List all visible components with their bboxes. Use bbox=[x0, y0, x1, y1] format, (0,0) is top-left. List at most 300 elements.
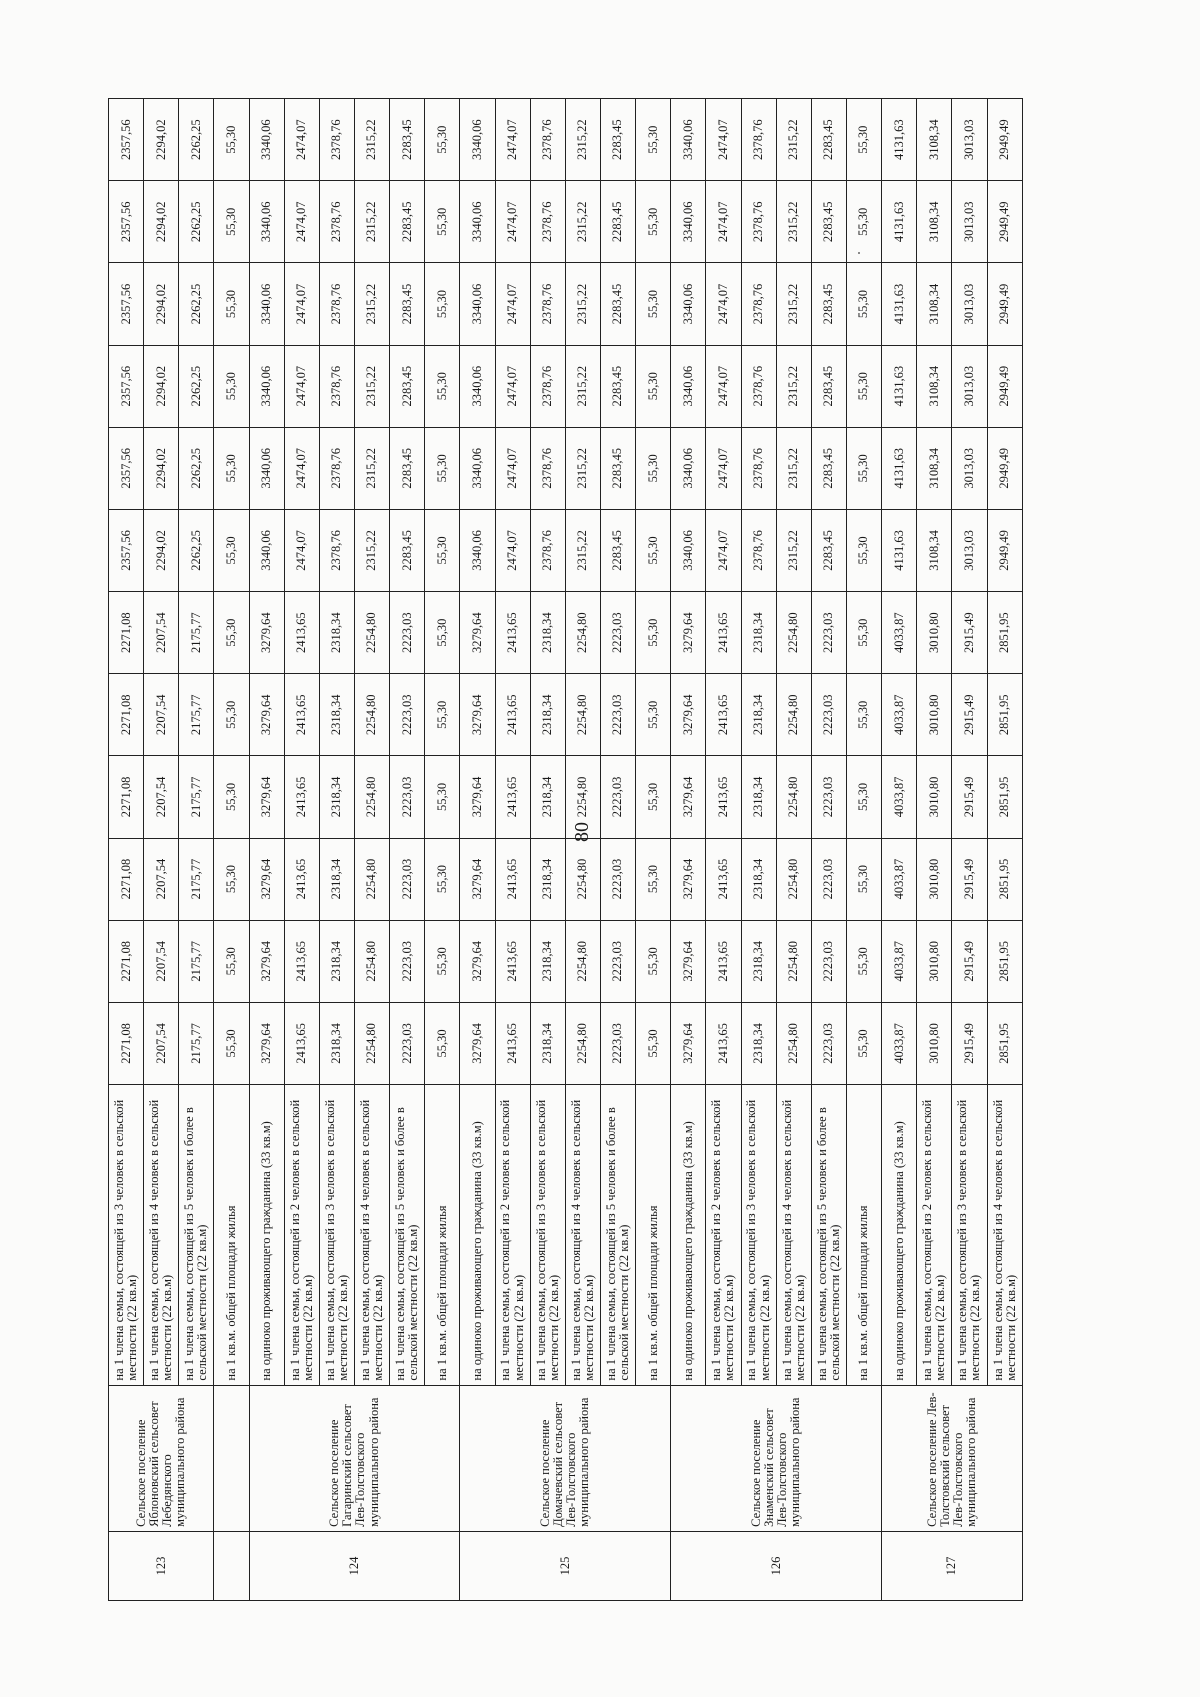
value-cell: 2474,07 bbox=[495, 263, 530, 345]
tariff-table bbox=[108, 98, 1023, 1601]
value-cell: 3340,06 bbox=[460, 345, 495, 427]
value-cell: 3279,64 bbox=[671, 920, 706, 1002]
table-row bbox=[109, 99, 144, 1601]
settlement-name-cell: Сельское поселение Яблоновский сельсовет Лебедянского муниципального района bbox=[109, 1385, 214, 1531]
value-cell: 2474,07 bbox=[495, 509, 530, 591]
value-cell: 2949,49 bbox=[987, 181, 1022, 263]
table-row bbox=[636, 99, 671, 1601]
value-cell: 2474,07 bbox=[706, 345, 741, 427]
value-cell: 2175,77 bbox=[179, 674, 214, 756]
value-cell: 2378,76 bbox=[741, 427, 776, 509]
value-cell: 2474,07 bbox=[706, 181, 741, 263]
value-cell: 2851,95 bbox=[987, 674, 1022, 756]
value-cell: 2315,22 bbox=[565, 263, 600, 345]
value-cell: 2254,80 bbox=[565, 592, 600, 674]
norm-description-cell: на 1 члена семьи, состоящей из 3 человек в сельской местности (22 кв.м) bbox=[741, 1085, 776, 1386]
value-cell: 2949,49 bbox=[987, 345, 1022, 427]
value-cell: 2378,76 bbox=[319, 509, 354, 591]
value-cell: 3010,80 bbox=[917, 1002, 952, 1084]
norm-description-cell: на 1 члена семьи, состоящей из 5 человек и более в сельской местности (22 кв.м) bbox=[811, 1085, 846, 1386]
value-cell: 55,30 bbox=[636, 838, 671, 920]
value-cell: 2283,45 bbox=[390, 345, 425, 427]
value-cell: 3279,64 bbox=[249, 756, 284, 838]
norm-description-cell: на 1 кв.м. общей площади жилья bbox=[214, 1085, 249, 1386]
value-cell: 3279,64 bbox=[671, 674, 706, 756]
value-cell: 2223,03 bbox=[811, 838, 846, 920]
value-cell: 2357,56 bbox=[109, 99, 144, 181]
value-cell: 2315,22 bbox=[354, 427, 389, 509]
value-cell: 2413,65 bbox=[495, 756, 530, 838]
table-row bbox=[671, 99, 706, 1601]
value-cell: 2413,65 bbox=[495, 838, 530, 920]
value-cell: 55,30 bbox=[636, 99, 671, 181]
value-cell: 2283,45 bbox=[811, 263, 846, 345]
value-cell: 55,30 bbox=[425, 99, 460, 181]
value-cell: 2413,65 bbox=[284, 920, 319, 1002]
value-cell: 2318,34 bbox=[319, 920, 354, 1002]
norm-description-cell: на 1 члена семьи, состоящей из 4 человек в сельской местности (22 кв.м) bbox=[354, 1085, 389, 1386]
value-cell: 3279,64 bbox=[249, 592, 284, 674]
value-cell: 2378,76 bbox=[530, 263, 565, 345]
value-cell: 55,30 bbox=[636, 1002, 671, 1084]
value-cell: 3340,06 bbox=[460, 263, 495, 345]
value-cell: 2262,25 bbox=[179, 509, 214, 591]
value-cell: 2318,34 bbox=[741, 838, 776, 920]
row-index-cell: 125 bbox=[460, 1531, 671, 1600]
value-cell: 2474,07 bbox=[284, 99, 319, 181]
value-cell: 2223,03 bbox=[600, 674, 635, 756]
value-cell: 2315,22 bbox=[776, 427, 811, 509]
value-cell: 55,30 bbox=[214, 99, 249, 181]
value-cell: 4131,63 bbox=[882, 99, 917, 181]
value-cell: 55,30 bbox=[214, 592, 249, 674]
value-cell: 2223,03 bbox=[390, 838, 425, 920]
value-cell: 2283,45 bbox=[811, 99, 846, 181]
table-row bbox=[425, 99, 460, 1601]
value-cell: 2413,65 bbox=[284, 674, 319, 756]
value-cell: 4033,87 bbox=[882, 838, 917, 920]
value-cell: 2378,76 bbox=[319, 99, 354, 181]
page-number: 80 bbox=[571, 822, 593, 842]
value-cell: 2474,07 bbox=[495, 99, 530, 181]
table-row bbox=[846, 99, 881, 1601]
value-cell: 3279,64 bbox=[249, 920, 284, 1002]
value-cell: 55,30 bbox=[636, 181, 671, 263]
value-cell: 2315,22 bbox=[565, 181, 600, 263]
value-cell: 2474,07 bbox=[284, 181, 319, 263]
table-row bbox=[741, 99, 776, 1601]
value-cell: 3279,64 bbox=[671, 592, 706, 674]
value-cell: 3340,06 bbox=[671, 509, 706, 591]
value-cell: 2207,54 bbox=[144, 838, 179, 920]
norm-description-cell: на 1 члена семьи, состоящей из 2 человек в сельской местности (22 кв.м) bbox=[495, 1085, 530, 1386]
value-cell: 2378,76 bbox=[319, 427, 354, 509]
value-cell: 2223,03 bbox=[390, 920, 425, 1002]
value-cell: 55,30 bbox=[846, 99, 881, 181]
value-cell: 2315,22 bbox=[776, 509, 811, 591]
value-cell: 3010,80 bbox=[917, 592, 952, 674]
norm-description-cell: на 1 члена семьи, состоящей из 4 человек в сельской местности (22 кв.м) bbox=[144, 1085, 179, 1386]
value-cell: 2413,65 bbox=[495, 674, 530, 756]
value-cell: 3340,06 bbox=[671, 99, 706, 181]
value-cell: 2318,34 bbox=[530, 1002, 565, 1084]
value-cell: 2271,08 bbox=[109, 1002, 144, 1084]
value-cell: 55,30 bbox=[846, 838, 881, 920]
value-cell: 2271,08 bbox=[109, 920, 144, 1002]
value-cell: 3013,03 bbox=[952, 263, 987, 345]
value-cell: 2413,65 bbox=[284, 838, 319, 920]
table-row bbox=[776, 99, 811, 1601]
value-cell: 2262,25 bbox=[179, 99, 214, 181]
table-row bbox=[706, 99, 741, 1601]
value-cell: 2207,54 bbox=[144, 592, 179, 674]
value-cell: 2378,76 bbox=[530, 427, 565, 509]
table-row bbox=[600, 99, 635, 1601]
value-cell: 2315,22 bbox=[565, 345, 600, 427]
value-cell: 3013,03 bbox=[952, 181, 987, 263]
value-cell: 4033,87 bbox=[882, 920, 917, 1002]
value-cell: 2915,49 bbox=[952, 1002, 987, 1084]
value-cell: 2851,95 bbox=[987, 838, 1022, 920]
value-cell: 2223,03 bbox=[600, 1002, 635, 1084]
value-cell: 2223,03 bbox=[600, 920, 635, 1002]
value-cell: 55,30 bbox=[636, 592, 671, 674]
value-cell: 2413,65 bbox=[706, 674, 741, 756]
value-cell: 55,30 bbox=[214, 263, 249, 345]
value-cell: 2378,76 bbox=[741, 263, 776, 345]
value-cell: 2254,80 bbox=[776, 592, 811, 674]
table-row bbox=[214, 99, 249, 1601]
value-cell: 2283,45 bbox=[600, 181, 635, 263]
table-row bbox=[390, 99, 425, 1601]
value-cell: 4131,63 bbox=[882, 181, 917, 263]
value-cell: 2254,80 bbox=[354, 1002, 389, 1084]
value-cell: 3340,06 bbox=[460, 99, 495, 181]
value-cell: 2949,49 bbox=[987, 263, 1022, 345]
value-cell: 3340,06 bbox=[671, 345, 706, 427]
value-cell: 2413,65 bbox=[284, 592, 319, 674]
value-cell: 55,30 bbox=[425, 920, 460, 1002]
value-cell: 2315,22 bbox=[565, 99, 600, 181]
value-cell: 2949,49 bbox=[987, 509, 1022, 591]
value-cell: 3279,64 bbox=[249, 1002, 284, 1084]
value-cell: 55,30 bbox=[214, 345, 249, 427]
value-cell: 2378,76 bbox=[530, 181, 565, 263]
value-cell: 2318,34 bbox=[741, 592, 776, 674]
value-cell: 55,30 bbox=[846, 181, 881, 263]
value-cell: 2474,07 bbox=[706, 427, 741, 509]
value-cell: 4033,87 bbox=[882, 756, 917, 838]
value-cell: 2223,03 bbox=[600, 592, 635, 674]
value-cell: 3013,03 bbox=[952, 345, 987, 427]
table-row bbox=[495, 99, 530, 1601]
table-row bbox=[319, 99, 354, 1601]
value-cell: 2851,95 bbox=[987, 1002, 1022, 1084]
value-cell: 2474,07 bbox=[495, 427, 530, 509]
norm-description-cell: на одиноко проживающего гражданина (33 кв.м) bbox=[882, 1085, 917, 1386]
value-cell: 3010,80 bbox=[917, 920, 952, 1002]
value-cell: 2315,22 bbox=[776, 263, 811, 345]
value-cell: 2474,07 bbox=[495, 181, 530, 263]
value-cell: 2223,03 bbox=[811, 674, 846, 756]
value-cell: 2223,03 bbox=[811, 592, 846, 674]
value-cell: 2283,45 bbox=[600, 345, 635, 427]
value-cell: 55,30 bbox=[425, 592, 460, 674]
value-cell: 2254,80 bbox=[565, 920, 600, 1002]
value-cell: 2223,03 bbox=[390, 592, 425, 674]
value-cell: 3340,06 bbox=[671, 263, 706, 345]
value-cell: 3340,06 bbox=[671, 181, 706, 263]
value-cell: 2318,34 bbox=[319, 674, 354, 756]
value-cell: 2283,45 bbox=[390, 263, 425, 345]
value-cell: 55,30 bbox=[425, 427, 460, 509]
value-cell: 2915,49 bbox=[952, 592, 987, 674]
value-cell: 2378,76 bbox=[530, 509, 565, 591]
value-cell: 2254,80 bbox=[565, 1002, 600, 1084]
value-cell: 2254,80 bbox=[776, 674, 811, 756]
value-cell: 2318,34 bbox=[530, 920, 565, 1002]
value-cell: 2474,07 bbox=[706, 263, 741, 345]
norm-description-cell: на одиноко проживающего гражданина (33 кв.м) bbox=[460, 1085, 495, 1386]
value-cell: 2318,34 bbox=[741, 920, 776, 1002]
value-cell: 2283,45 bbox=[390, 509, 425, 591]
settlement-name-cell: Сельское поселение Домачевский сельсовет Лев-Толстовского муниципального района bbox=[460, 1385, 671, 1531]
table-row bbox=[987, 99, 1022, 1601]
value-cell: 2294,02 bbox=[144, 345, 179, 427]
value-cell: 2851,95 bbox=[987, 756, 1022, 838]
value-cell: 2175,77 bbox=[179, 1002, 214, 1084]
norm-description-cell: на 1 члена семьи, состоящей из 2 человек в сельской местности (22 кв.м) bbox=[917, 1085, 952, 1386]
value-cell: 2315,22 bbox=[354, 99, 389, 181]
value-cell: 2474,07 bbox=[495, 345, 530, 427]
value-cell: 3010,80 bbox=[917, 674, 952, 756]
norm-description-cell: на 1 члена семьи, состоящей из 5 человек и более в сельской местности (22 кв.м) bbox=[179, 1085, 214, 1386]
value-cell: 55,30 bbox=[425, 181, 460, 263]
value-cell: 2175,77 bbox=[179, 838, 214, 920]
value-cell: 2262,25 bbox=[179, 263, 214, 345]
table-row bbox=[530, 99, 565, 1601]
value-cell: 2474,07 bbox=[284, 263, 319, 345]
value-cell: 2315,22 bbox=[354, 263, 389, 345]
value-cell: 2283,45 bbox=[811, 427, 846, 509]
value-cell: 2223,03 bbox=[390, 756, 425, 838]
value-cell: 2254,80 bbox=[565, 674, 600, 756]
value-cell: 3108,34 bbox=[917, 427, 952, 509]
value-cell: 3010,80 bbox=[917, 756, 952, 838]
value-cell: 2315,22 bbox=[776, 181, 811, 263]
value-cell: 2357,56 bbox=[109, 181, 144, 263]
norm-description-cell: на одиноко проживающего гражданина (33 кв.м) bbox=[249, 1085, 284, 1386]
value-cell: 2283,45 bbox=[600, 509, 635, 591]
value-cell: 2207,54 bbox=[144, 756, 179, 838]
value-cell: 55,30 bbox=[214, 509, 249, 591]
value-cell: 3340,06 bbox=[249, 509, 284, 591]
value-cell: 55,30 bbox=[214, 838, 249, 920]
value-cell: 2315,22 bbox=[354, 345, 389, 427]
row-index-cell: 124 bbox=[249, 1531, 460, 1600]
value-cell: 2223,03 bbox=[600, 756, 635, 838]
table-row bbox=[460, 99, 495, 1601]
value-cell: 3340,06 bbox=[249, 99, 284, 181]
value-cell: 2413,65 bbox=[706, 838, 741, 920]
value-cell: 2283,45 bbox=[600, 263, 635, 345]
value-cell: 55,30 bbox=[636, 920, 671, 1002]
table-row bbox=[144, 99, 179, 1601]
value-cell: 3340,06 bbox=[249, 181, 284, 263]
value-cell: 2207,54 bbox=[144, 674, 179, 756]
value-cell: 2318,34 bbox=[741, 674, 776, 756]
value-cell: 55,30 bbox=[846, 1002, 881, 1084]
table-row bbox=[811, 99, 846, 1601]
value-cell: 2413,65 bbox=[706, 920, 741, 1002]
value-cell: 2474,07 bbox=[284, 345, 319, 427]
value-cell: 55,30 bbox=[425, 838, 460, 920]
value-cell: 3340,06 bbox=[249, 263, 284, 345]
value-cell: 55,30 bbox=[846, 920, 881, 1002]
table-row bbox=[179, 99, 214, 1601]
value-cell: 2915,49 bbox=[952, 756, 987, 838]
value-cell: 2318,34 bbox=[741, 756, 776, 838]
value-cell: 55,30 bbox=[425, 1002, 460, 1084]
value-cell: 55,30 bbox=[425, 263, 460, 345]
value-cell: 2283,45 bbox=[390, 427, 425, 509]
empty-settlement-cell bbox=[214, 1385, 249, 1531]
value-cell: 2223,03 bbox=[390, 674, 425, 756]
value-cell: 2207,54 bbox=[144, 1002, 179, 1084]
value-cell: 4131,63 bbox=[882, 427, 917, 509]
value-cell: 2315,22 bbox=[776, 99, 811, 181]
value-cell: 2357,56 bbox=[109, 345, 144, 427]
value-cell: 2175,77 bbox=[179, 920, 214, 1002]
value-cell: 2254,80 bbox=[354, 920, 389, 1002]
value-cell: 2318,34 bbox=[319, 838, 354, 920]
value-cell: 3279,64 bbox=[671, 1002, 706, 1084]
value-cell: 3279,64 bbox=[460, 592, 495, 674]
value-cell: 3340,06 bbox=[460, 509, 495, 591]
value-cell: 2413,65 bbox=[284, 1002, 319, 1084]
value-cell: 2271,08 bbox=[109, 592, 144, 674]
value-cell: 2254,80 bbox=[776, 838, 811, 920]
scan-speck bbox=[858, 252, 860, 254]
value-cell: 2413,65 bbox=[706, 592, 741, 674]
value-cell: 2254,80 bbox=[565, 838, 600, 920]
value-cell: 2413,65 bbox=[284, 756, 319, 838]
value-cell: 2413,65 bbox=[495, 1002, 530, 1084]
value-cell: 55,30 bbox=[214, 920, 249, 1002]
value-cell: 3279,64 bbox=[249, 838, 284, 920]
value-cell: 2474,07 bbox=[706, 509, 741, 591]
table-row bbox=[249, 99, 284, 1601]
value-cell: 55,30 bbox=[636, 509, 671, 591]
value-cell: 2357,56 bbox=[109, 263, 144, 345]
value-cell: 4033,87 bbox=[882, 1002, 917, 1084]
value-cell: 3279,64 bbox=[460, 838, 495, 920]
value-cell: 2413,65 bbox=[706, 756, 741, 838]
table-row bbox=[354, 99, 389, 1601]
value-cell: 55,30 bbox=[214, 181, 249, 263]
value-cell: 55,30 bbox=[636, 427, 671, 509]
value-cell: 2271,08 bbox=[109, 756, 144, 838]
value-cell: 55,30 bbox=[214, 674, 249, 756]
value-cell: 4131,63 bbox=[882, 345, 917, 427]
value-cell: 3279,64 bbox=[671, 756, 706, 838]
value-cell: 2254,80 bbox=[565, 756, 600, 838]
row-index-cell: 126 bbox=[671, 1531, 882, 1600]
value-cell: 3108,34 bbox=[917, 99, 952, 181]
norm-description-cell: на 1 члена семьи, состоящей из 4 человек в сельской местности (22 кв.м) bbox=[776, 1085, 811, 1386]
norm-description-cell: на 1 члена семьи, состоящей из 4 человек в сельской местности (22 кв.м) bbox=[987, 1085, 1022, 1386]
value-cell: 55,30 bbox=[214, 756, 249, 838]
value-cell: 2318,34 bbox=[530, 674, 565, 756]
value-cell: 3010,80 bbox=[917, 838, 952, 920]
value-cell: 2262,25 bbox=[179, 181, 214, 263]
value-cell: 55,30 bbox=[846, 345, 881, 427]
norm-description-cell: на 1 члена семьи, состоящей из 3 человек в сельской местности (22 кв.м) bbox=[952, 1085, 987, 1386]
value-cell: 3279,64 bbox=[460, 920, 495, 1002]
table-row bbox=[917, 99, 952, 1601]
value-cell: 55,30 bbox=[636, 263, 671, 345]
value-cell: 2357,56 bbox=[109, 427, 144, 509]
value-cell: 55,30 bbox=[846, 674, 881, 756]
value-cell: 55,30 bbox=[846, 756, 881, 838]
value-cell: 2357,56 bbox=[109, 509, 144, 591]
value-cell: 2378,76 bbox=[530, 345, 565, 427]
value-cell: 2851,95 bbox=[987, 592, 1022, 674]
value-cell: 3340,06 bbox=[249, 345, 284, 427]
value-cell: 2915,49 bbox=[952, 838, 987, 920]
row-index-cell: 123 bbox=[109, 1531, 214, 1600]
value-cell: 2254,80 bbox=[776, 1002, 811, 1084]
value-cell: 55,30 bbox=[425, 674, 460, 756]
value-cell: 4131,63 bbox=[882, 263, 917, 345]
table-body bbox=[109, 99, 1023, 1601]
value-cell: 2254,80 bbox=[354, 674, 389, 756]
norm-description-cell: на 1 члена семьи, состоящей из 4 человек в сельской местности (22 кв.м) bbox=[565, 1085, 600, 1386]
value-cell: 3279,64 bbox=[460, 756, 495, 838]
value-cell: 2223,03 bbox=[811, 756, 846, 838]
value-cell: 2223,03 bbox=[390, 1002, 425, 1084]
value-cell: 2474,07 bbox=[284, 427, 319, 509]
value-cell: 2315,22 bbox=[565, 427, 600, 509]
norm-description-cell: на 1 члена семьи, состоящей из 3 человек в сельской местности (22 кв.м) bbox=[109, 1085, 144, 1386]
value-cell: 2283,45 bbox=[811, 345, 846, 427]
value-cell: 2318,34 bbox=[530, 756, 565, 838]
value-cell: 3340,06 bbox=[671, 427, 706, 509]
value-cell: 2378,76 bbox=[741, 99, 776, 181]
rotated-table-frame bbox=[108, 98, 1023, 1601]
value-cell: 2294,02 bbox=[144, 427, 179, 509]
value-cell: 3108,34 bbox=[917, 509, 952, 591]
value-cell: 2254,80 bbox=[354, 756, 389, 838]
value-cell: 2223,03 bbox=[600, 838, 635, 920]
value-cell: 2378,76 bbox=[741, 181, 776, 263]
value-cell: 2254,80 bbox=[776, 756, 811, 838]
value-cell: 2318,34 bbox=[319, 1002, 354, 1084]
value-cell: 4131,63 bbox=[882, 509, 917, 591]
value-cell: 2949,49 bbox=[987, 427, 1022, 509]
value-cell: 2223,03 bbox=[811, 920, 846, 1002]
value-cell: 3108,34 bbox=[917, 263, 952, 345]
value-cell: 2254,80 bbox=[354, 838, 389, 920]
value-cell: 2254,80 bbox=[354, 592, 389, 674]
value-cell: 2318,34 bbox=[530, 838, 565, 920]
value-cell: 2294,02 bbox=[144, 509, 179, 591]
norm-description-cell: на 1 кв.м. общей площади жилья bbox=[425, 1085, 460, 1386]
row-index-cell: 127 bbox=[882, 1531, 1023, 1600]
value-cell: 55,30 bbox=[636, 756, 671, 838]
value-cell: 2851,95 bbox=[987, 920, 1022, 1002]
value-cell: 2175,77 bbox=[179, 592, 214, 674]
